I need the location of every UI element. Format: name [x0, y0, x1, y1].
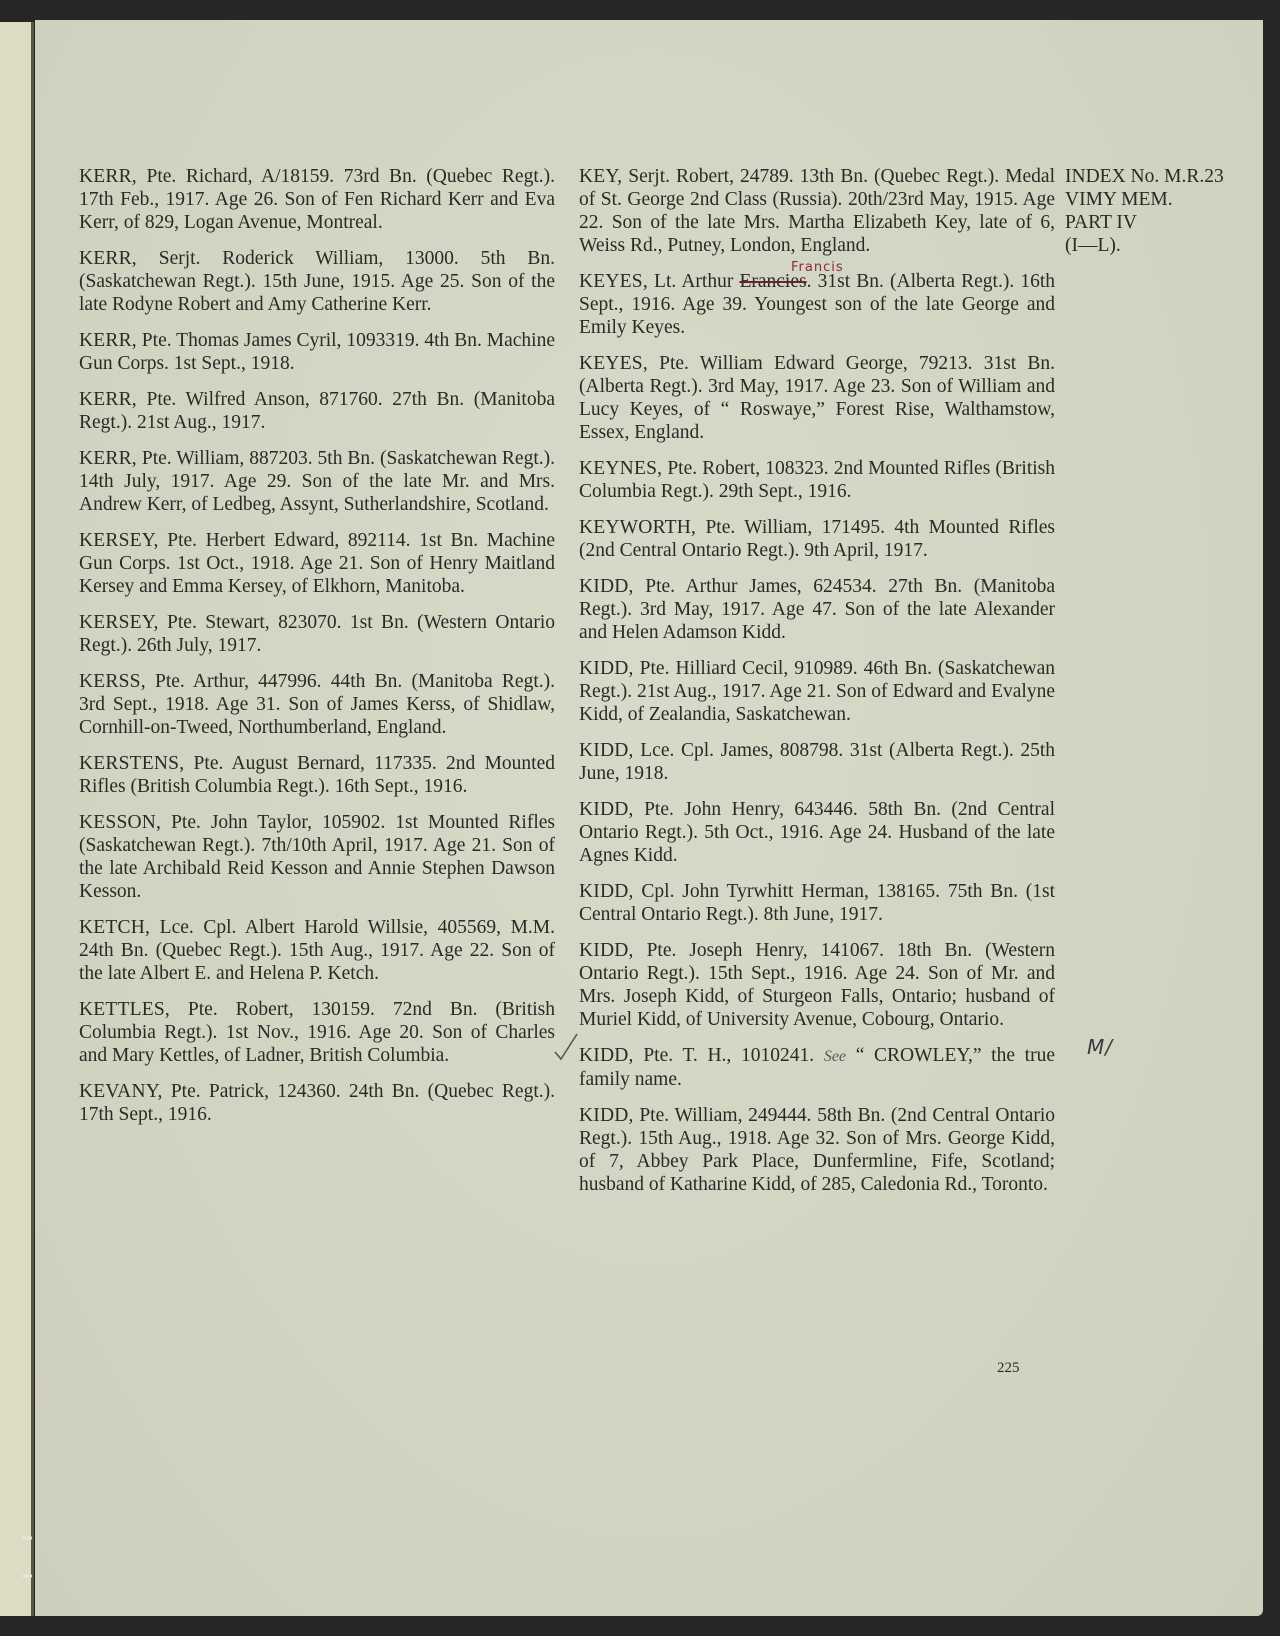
entry-text: Lce. Cpl. James, 808798. 31st (Alberta Regt.). 25th June, 1918. — [579, 740, 1055, 784]
entry-text: Pte. Arthur James, 624534. 27th Bn. (Manitoba Regt.). 3rd May, 1917. Age 47. Son of the late Alexander and Helen Adamson Kidd. — [579, 576, 1055, 643]
index-entry — [579, 516, 1055, 562]
entry-surname: KIDD, — [579, 576, 634, 597]
entry-text: Pte. William, 249444. 58th Bn. (2nd Central Ontario Regt.). 15th Aug., 1918. Age 32. Son of Mrs. George Kidd, of 7, Abbey Park Place, Dunfermline, Fife, Scotland; husband of Katharine Kidd, of 285, Caledonia Rd., Toronto. — [579, 1105, 1055, 1195]
index-entry — [579, 575, 1055, 644]
entry-text: . 31st Bn. (Alberta Regt.). 16th Sept., 1916. Age 39. Youngest son of the late George and Emily Keyes. — [579, 271, 1055, 338]
entry-surname: KEYES, — [579, 353, 648, 374]
index-entry — [79, 611, 555, 657]
margin-initials: M/ — [1087, 1035, 1113, 1059]
entry-text: Lt. Arthur — [647, 271, 740, 292]
entry-surname: KERSS, — [79, 671, 146, 692]
entry-text: “ CROWLEY,” the true family name. — [579, 1045, 1055, 1090]
entry-text: Pte. Richard, A/18159. 73rd Bn. (Quebec Regt.). 17th Feb., 1917. Age 26. Son of Fen Richard Kerr and Eva Kerr, of 829, Logan Avenue, Montreal. — [79, 166, 555, 233]
book-spine — [31, 22, 34, 1616]
entry-text: Pte. Herbert Edward, 892114. 1st Bn. Machine Gun Corps. 1st Oct., 1918. Age 21. Son of Henry Maitland Kersey and Emma Kersey, of Elkhorn, Manitoba. — [79, 530, 555, 597]
index-entry — [579, 352, 1055, 444]
entry-surname: KIDD, — [579, 881, 634, 902]
index-entry — [579, 1104, 1055, 1196]
index-entry — [79, 388, 555, 434]
page-number: 225 — [997, 1360, 1020, 1376]
index-entry — [579, 657, 1055, 726]
entry-surname: KIDD, — [579, 658, 634, 679]
entry-text: Serjt. Robert, 24789. 13th Bn. (Quebec Regt.). Medal of St. George 2nd Class (Russia). 20th/23rd May, 1915. Age 22. Son of the late Mrs. Martha Elizabeth Key, late of 6, Weiss Rd., Putney, London, England. — [579, 166, 1055, 256]
entry-text: Cpl. John Tyrwhitt Herman, 138165. 75th Bn. (1st Central Ontario Regt.). 8th June, 1917. — [579, 881, 1055, 925]
struck-out-name: Erancies — [739, 271, 807, 292]
index-entry — [579, 739, 1055, 785]
document-page — [35, 20, 1263, 1616]
entry-surname: KIDD, — [579, 799, 634, 820]
entry-surname: KERSEY, — [79, 612, 159, 633]
index-entry — [79, 1080, 555, 1126]
entry-text: Pte. Arthur, 447996. 44th Bn. (Manitoba Regt.). 3rd Sept., 1918. Age 31. Son of James Kerss, of Shidlaw, Cornhill-on-Tweed, Northumberland, England. — [79, 671, 555, 738]
index-entry-corrected — [579, 260, 1055, 339]
entry-surname: KEYES, — [579, 271, 648, 292]
entry-text: Pte. William, 887203. 5th Bn. (Saskatchewan Regt.). 14th July, 1917. Age 29. Son of the late Mr. and Mrs. Andrew Kerr, of Ledbeg, Assynt, Sutherlandshire, Scotland. — [79, 448, 555, 515]
index-entry — [79, 329, 555, 375]
index-entry — [579, 880, 1055, 926]
entry-text: Pte. William Edward George, 79213. 31st Bn. (Alberta Regt.). 3rd May, 1917. Age 23. Son of William and Lucy Keyes, of “ Roswaye,” Forest Rise, Walthamstow, Essex, England. — [579, 353, 1055, 443]
entry-surname: KEY, — [579, 166, 623, 187]
see-reference: See — [823, 1048, 847, 1065]
index-entry — [79, 998, 555, 1067]
entry-text: Pte. Thomas James Cyril, 1093319. 4th Bn. Machine Gun Corps. 1st Sept., 1918. — [79, 330, 555, 374]
previous-page-edge — [0, 22, 33, 1616]
entry-text: Pte. John Taylor, 105902. 1st Mounted Rifles (Saskatchewan Regt.). 7th/10th April, 1917. Age 21. Son of the late Archibald Reid Kesson and Annie Stephen Dawson Kesson. — [79, 812, 555, 902]
entry-text: Pte. Stewart, 823070. 1st Bn. (Western Ontario Regt.). 26th July, 1917. — [79, 612, 555, 656]
check-mark-icon — [553, 1032, 579, 1062]
part-number: PART IV — [1065, 212, 1137, 233]
index-entry — [79, 165, 555, 234]
entry-text: Pte. William, 171495. 4th Mounted Rifles (2nd Central Ontario Regt.). 9th April, 1917. — [579, 517, 1055, 561]
left-column — [79, 165, 555, 1139]
entry-surname: KIDD, — [579, 740, 634, 761]
letter-range: (I—L). — [1065, 235, 1121, 256]
entry-text: Pte. Hilliard Cecil, 910989. 46th Bn. (Saskatchewan Regt.). 21st Aug., 1917. Age 21. Son of Edward and Evalyne Kidd, of Zealandia, Saskatchewan. — [579, 658, 1055, 725]
index-entry — [579, 939, 1055, 1031]
entry-text: Pte. Joseph Henry, 141067. 18th Bn. (Western Ontario Regt.). 15th Sept., 1916. Age 24. Son of Mr. and Mrs. Joseph Kidd, of Sturgeon Falls, Ontario; husband of Muriel Kidd, of University Avenue, Cobourg, Ontario. — [579, 940, 1055, 1030]
entry-text: Serjt. Roderick William, 13000. 5th Bn. (Saskatchewan Regt.). 15th June, 1915. Age 25. Son of the late Rodyne Robert and Amy Catherine Kerr. — [79, 248, 555, 315]
entry-surname: KERR, — [79, 248, 137, 269]
entry-text: Pte. Patrick, 124360. 24th Bn. (Quebec Regt.). 17th Sept., 1916. — [79, 1081, 555, 1125]
entry-surname: KERSEY, — [79, 530, 159, 551]
entry-text: Pte. Robert, 108323. 2nd Mounted Rifles (British Columbia Regt.). 29th Sept., 1916. — [579, 458, 1055, 502]
memorial-name: VIMY MEM. — [1065, 189, 1173, 210]
index-entry — [79, 811, 555, 903]
index-entry — [79, 529, 555, 598]
entry-surname: KEYNES, — [579, 458, 663, 479]
entry-text: Pte. Wilfred Anson, 871760. 27th Bn. (Manitoba Regt.). 21st Aug., 1917. — [79, 389, 555, 433]
entry-text: Pte. John Henry, 643446. 58th Bn. (2nd Central Ontario Regt.). 5th Oct., 1916. Age 24. Husband of the late Agnes Kidd. — [579, 799, 1055, 866]
binding-stitch — [22, 1536, 32, 1540]
entry-surname: KESSON, — [79, 812, 162, 833]
entry-surname: KERR, — [79, 389, 137, 410]
handwritten-correction: Francis — [791, 260, 844, 275]
index-entry — [79, 916, 555, 985]
index-number: INDEX No. M.R.23 — [1065, 166, 1224, 187]
index-entry — [79, 752, 555, 798]
binding-stitch — [22, 1574, 32, 1578]
entry-text: Pte. T. H., 1010241. — [633, 1045, 824, 1066]
entry-surname: KERR, — [79, 166, 137, 187]
entry-surname: KIDD, — [579, 1045, 634, 1066]
entry-surname: KERSTENS, — [79, 753, 185, 774]
entry-surname: KIDD, — [579, 940, 634, 961]
index-entry — [579, 457, 1055, 503]
index-reference-header — [1065, 165, 1265, 257]
entry-surname: KIDD, — [579, 1105, 634, 1126]
index-entry-cross-reference — [579, 1035, 1113, 1091]
entry-surname: KERR, — [79, 330, 137, 351]
index-entry — [579, 798, 1055, 867]
index-entry — [79, 447, 555, 516]
entry-text: Pte. August Bernard, 117335. 2nd Mounted Rifles (British Columbia Regt.). 16th Sept., 1916. — [79, 753, 555, 797]
entry-surname: KEVANY, — [79, 1081, 163, 1102]
entry-surname: KETTLES, — [79, 999, 170, 1020]
entry-text: Lce. Cpl. Albert Harold Willsie, 405569, M.M. 24th Bn. (Quebec Regt.). 15th Aug., 1917. Age 22. Son of the late Albert E. and Helena P. Ketch. — [79, 917, 555, 984]
index-entry — [579, 165, 1055, 257]
entry-surname: KEYWORTH, — [579, 517, 697, 538]
entry-surname: KERR, — [79, 448, 137, 469]
entry-surname: KETCH, — [79, 917, 151, 938]
index-entry — [79, 670, 555, 739]
index-entry — [79, 247, 555, 316]
entry-text: Pte. Robert, 130159. 72nd Bn. (British Columbia Regt.). 1st Nov., 1916. Age 20. Son of Charles and Mary Kettles, of Ladner, British Columbia. — [79, 999, 555, 1066]
